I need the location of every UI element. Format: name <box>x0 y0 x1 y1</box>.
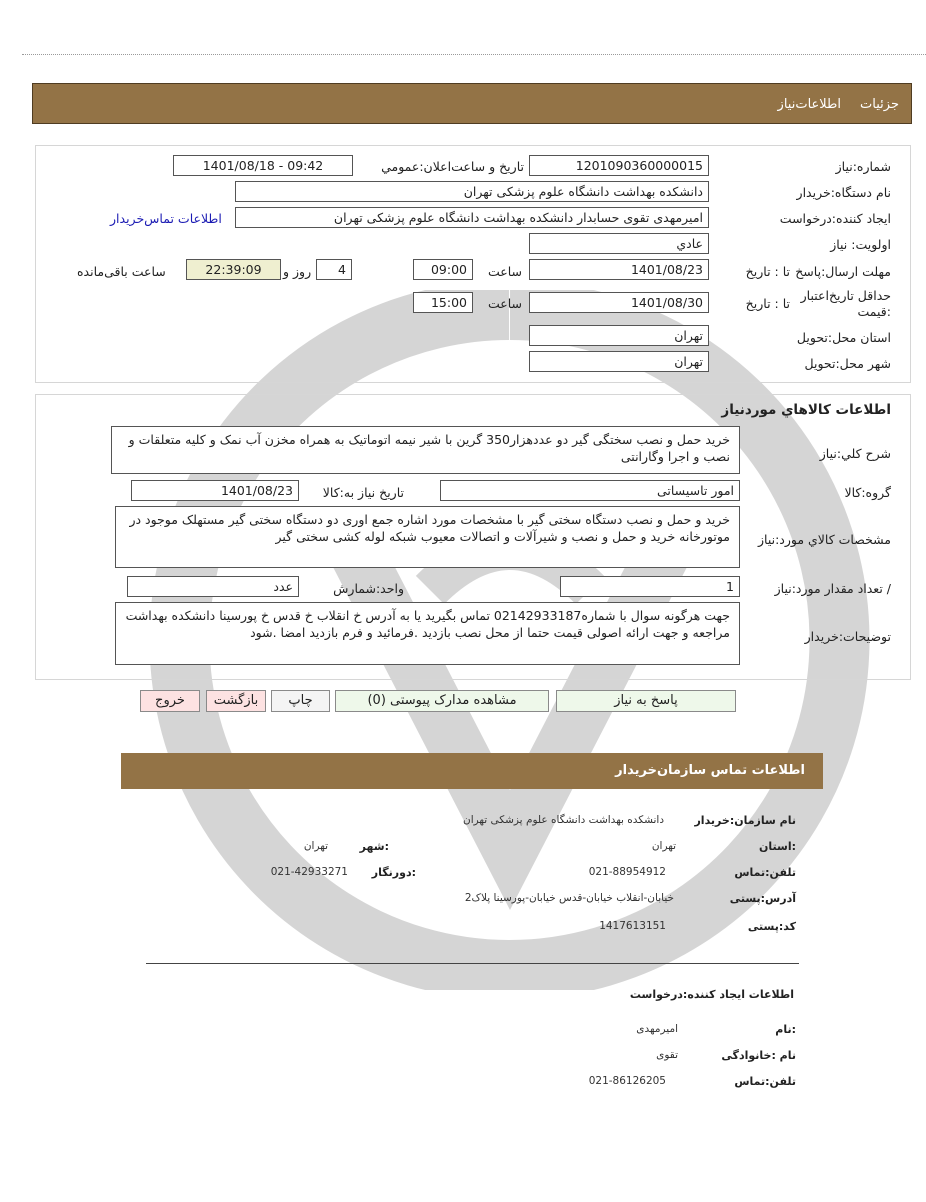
contact-postal-value: 1417613151 <box>599 920 666 932</box>
deadline-date-field: 1401/08/23 <box>529 259 709 280</box>
creator-family-value: تقوی <box>656 1049 678 1061</box>
deadline-time-field: 09:00 <box>413 259 473 280</box>
contact-divider <box>146 963 799 964</box>
need-date-field: 1401/08/23 <box>131 480 299 501</box>
contact-province-label: :استان <box>759 840 796 853</box>
unit-field: عدد <box>127 576 299 597</box>
reply-to-need-button[interactable]: پاسخ به نیاز <box>556 690 736 712</box>
remaining-time-label: ساعت باقی‌مانده <box>77 264 166 279</box>
quantity-label: / تعداد مقدار مورد:نياز <box>774 581 891 596</box>
view-attachments-button[interactable]: مشاهده مدارک پیوستی (0) <box>335 690 549 712</box>
top-divider <box>22 54 926 55</box>
province-label: استان محل:تحویل <box>796 330 891 345</box>
creator-field: امیرمهدی تقوی حسابدار دانشکده بهداشت دانشگاه علوم پزشکی تهران <box>235 207 709 228</box>
buyer-notes-label: توضیحات:خریدار <box>804 629 891 644</box>
contact-section-title: اطلاعات تماس سازمان‌خریدار <box>615 763 805 778</box>
creator-name-value: امیرمهدی <box>636 1023 678 1035</box>
city-field: تهران <box>529 351 709 372</box>
deadline-to-date-label: تا : تاریخ <box>745 264 790 279</box>
validity-date-field: 1401/08/30 <box>529 292 709 313</box>
contact-org-value: دانشکده بهداشت دانشگاه علوم پزشکی تهران <box>463 814 664 826</box>
creator-phone-value: 021-86126205 <box>588 1075 666 1087</box>
need-date-label: تاریخ نیاز به:كالا <box>322 485 404 500</box>
goods-specs-field: خرید و حمل و نصب دستگاه سختی گیر با مشخصات مورد اشاره جمع اوری دو دستگاه سختی گیر مستهلک موجود در موتورخانه خرید و حمل و نصب و شیرآلات و اتصالات معیوب شبکه لوله کشی سختی گیر <box>115 506 740 568</box>
validity-to-date-label: تا : تاریخ <box>745 296 790 311</box>
remaining-time-field: 22:39:09 <box>186 259 281 280</box>
city-label: شهر محل:تحویل <box>804 356 891 371</box>
back-button[interactable]: بازگشت <box>206 690 266 712</box>
goods-desc-field: خرید حمل و نصب سختگی گیر دو عددهزار350 گرین با شیر نیمه اتوماتیک به همراه مخزن آب نمک و کلیه متعلقات و نصب و اجرا وگارانتی <box>111 426 740 474</box>
exit-button[interactable]: خروج <box>140 690 200 712</box>
goods-specs-label: مشخصات كالاي مورد:نياز <box>757 532 891 547</box>
buyer-org-label: نام دستگاه:خریدار <box>796 185 891 200</box>
announce-label: تاریخ و ساعت‌اعلان:عمومي <box>381 159 524 174</box>
announce-field: 1401/08/18 - 09:42 <box>173 155 353 176</box>
buyer-org-field: دانشکده بهداشت دانشگاه علوم پزشکی تهران <box>235 181 709 202</box>
validity-time-label: ساعت <box>487 296 522 311</box>
priority-label: اولویت: نیاز <box>830 237 891 252</box>
buyer-contact-link[interactable]: اطلاعات تماس‌خریدار <box>110 211 222 226</box>
goods-desc-label: شرح كلي:نياز <box>819 446 891 461</box>
contact-phone-value: 021-88954912 <box>588 866 666 878</box>
tab-details[interactable]: جزئیات <box>860 97 899 112</box>
contact-city-label: :شهر <box>359 840 389 853</box>
priority-field: عادي <box>529 233 709 254</box>
contact-bar <box>121 753 823 789</box>
goods-group-label: گروه:كالا <box>844 485 891 500</box>
validity-label: حداقل تاریخ‌اعتبار :قیمت <box>800 288 891 319</box>
creator-family-label: نام :خانوادگی <box>721 1049 796 1062</box>
creator-phone-label: تلفن:تماس <box>734 1075 796 1088</box>
contact-fax-label: :دورنگار <box>371 866 416 879</box>
creator-name-label: :نام <box>775 1023 796 1036</box>
contact-org-label: نام سازمان:خریدار <box>694 814 796 827</box>
buyer-notes-field: جهت هرگونه سوال با شماره02142933187 تماس بگیرید یا به آدرس خ انقلاب خ قدس خ پورسینا دانشکده بهداشت مراجعه و جهت ارائه اصولی قیمت حتما از محل نصب بازدید .فرمائید و فرم بازدید امضا .شود <box>115 602 740 665</box>
goods-section-title: اطلاعات كالاهاي موردنياز <box>721 402 891 418</box>
contact-address-value: خیابان-انقلاب خیابان-قدس خیابان-پورسینا پلاک2 <box>464 892 674 904</box>
tab-need-info[interactable]: اطلاعات‌نیاز <box>777 97 841 112</box>
contact-postal-label: کد:پستی <box>747 920 796 933</box>
contact-fax-value: 021-42933271 <box>270 866 348 878</box>
header-bar <box>32 83 912 124</box>
creator-section-title: اطلاعات ایجاد کننده:درخواست <box>629 988 794 1001</box>
days-label: روز و <box>283 264 312 279</box>
need-number-label: شماره:نیاز <box>835 159 891 174</box>
quantity-field: 1 <box>560 576 740 597</box>
province-field: تهران <box>529 325 709 346</box>
print-button[interactable]: چاپ <box>271 690 330 712</box>
contact-city-value: تهران <box>303 840 328 852</box>
need-number-field: 1201090360000015 <box>529 155 709 176</box>
deadline-label: مهلت ارسال:پاسخ <box>795 264 891 279</box>
contact-province-value: تهران <box>651 840 676 852</box>
creator-label: ایجاد کننده:درخواست <box>779 211 891 226</box>
deadline-time-label: ساعت <box>487 264 522 279</box>
days-remaining-field: 4 <box>316 259 352 280</box>
contact-phone-label: تلفن:تماس <box>734 866 796 879</box>
unit-label: واحد:شمارش <box>333 581 404 596</box>
validity-time-field: 15:00 <box>413 292 473 313</box>
goods-group-field: امور تاسیساتی <box>440 480 740 501</box>
contact-address-label: آدرس:پستی <box>729 892 796 905</box>
